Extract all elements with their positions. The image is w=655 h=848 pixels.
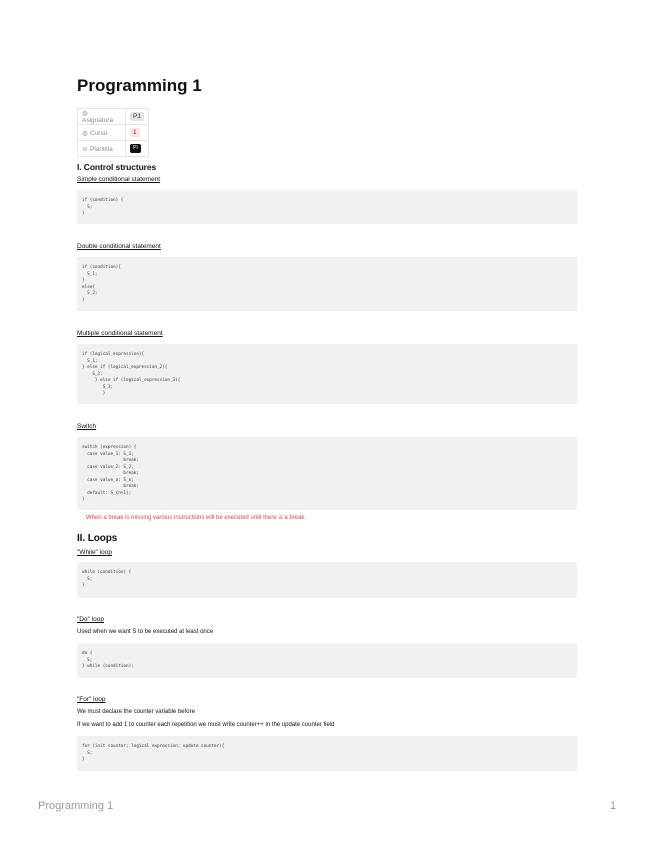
- code-block-multiple-conditional[interactable]: [77, 344, 577, 404]
- property-tag: P1: [130, 112, 144, 121]
- footer-title: Programming 1: [38, 800, 114, 812]
- property-row-curso: [78, 125, 149, 141]
- property-tag: 1: [130, 128, 140, 137]
- code-text: switch (expression) { case value_1: S_1; break; case value_2: S_2; break; case value_n: S_n; break; default: S_{n+1}; }: [82, 445, 139, 502]
- code-text: if (logical_expression){ S_1; } else if (logical_expression_2){ S_2; } else if (logical_expression_3){ S_3; }: [82, 352, 181, 396]
- page-title: Programming 1: [77, 76, 202, 95]
- properties-table: [77, 108, 149, 157]
- subheading-while-loop: "While" loop: [77, 549, 112, 556]
- section-heading-control-structures: I. Control structures: [77, 162, 157, 172]
- code-text: do { S; } while (condition);: [82, 651, 134, 669]
- code-text: for (init counter; logical expression; update counter){ S; }: [82, 744, 225, 762]
- property-tag: PI: [130, 144, 141, 153]
- section-heading-loops: II. Loops: [77, 533, 118, 544]
- subheading-simple-conditional: Simple conditional statement: [77, 176, 161, 183]
- subheading-for-loop: "For" loop: [77, 696, 106, 703]
- footer-page-number: 1: [610, 800, 617, 812]
- property-key: Plantilla: [90, 145, 113, 153]
- relation-property-icon: ⊘: [82, 145, 88, 153]
- subheading-switch: Switch: [77, 423, 97, 430]
- code-text: if (condition){ S_1; } else{ S_2; }: [82, 265, 121, 303]
- do-loop-note: Used when we want S to be executed at least once: [77, 629, 214, 635]
- code-block-while-loop[interactable]: [77, 562, 577, 598]
- select-property-icon: ◍: [82, 110, 88, 117]
- subheading-do-loop: "Do" loop: [77, 616, 105, 623]
- subheading-multiple-conditional: Multiple conditional statement: [77, 330, 163, 337]
- property-key: Asignatura: [82, 117, 114, 124]
- code-block-double-conditional[interactable]: [77, 257, 577, 311]
- code-text: while (condition) { S; }: [82, 570, 132, 588]
- subheading-double-conditional: Double conditional statement: [77, 243, 161, 250]
- property-key: Curso: [90, 129, 108, 137]
- code-block-for-loop[interactable]: [77, 736, 577, 771]
- property-row-asignatura: [78, 109, 149, 125]
- code-block-simple-conditional[interactable]: [77, 190, 577, 224]
- property-row-plantilla: [78, 141, 149, 157]
- select-property-icon: ◍: [82, 129, 88, 137]
- for-loop-note-2: If we want to add 1 to counter each repetition we must write counter++ in the update counter field: [77, 722, 335, 728]
- code-block-do-loop[interactable]: [77, 643, 577, 678]
- code-text: if (condition) { S; }: [82, 198, 124, 216]
- for-loop-note-1: We must declare the counter variable before: [77, 709, 195, 715]
- code-block-switch[interactable]: [77, 437, 577, 510]
- warning-note: When a break is missing various instructions will be executed until there is a break.: [86, 515, 307, 521]
